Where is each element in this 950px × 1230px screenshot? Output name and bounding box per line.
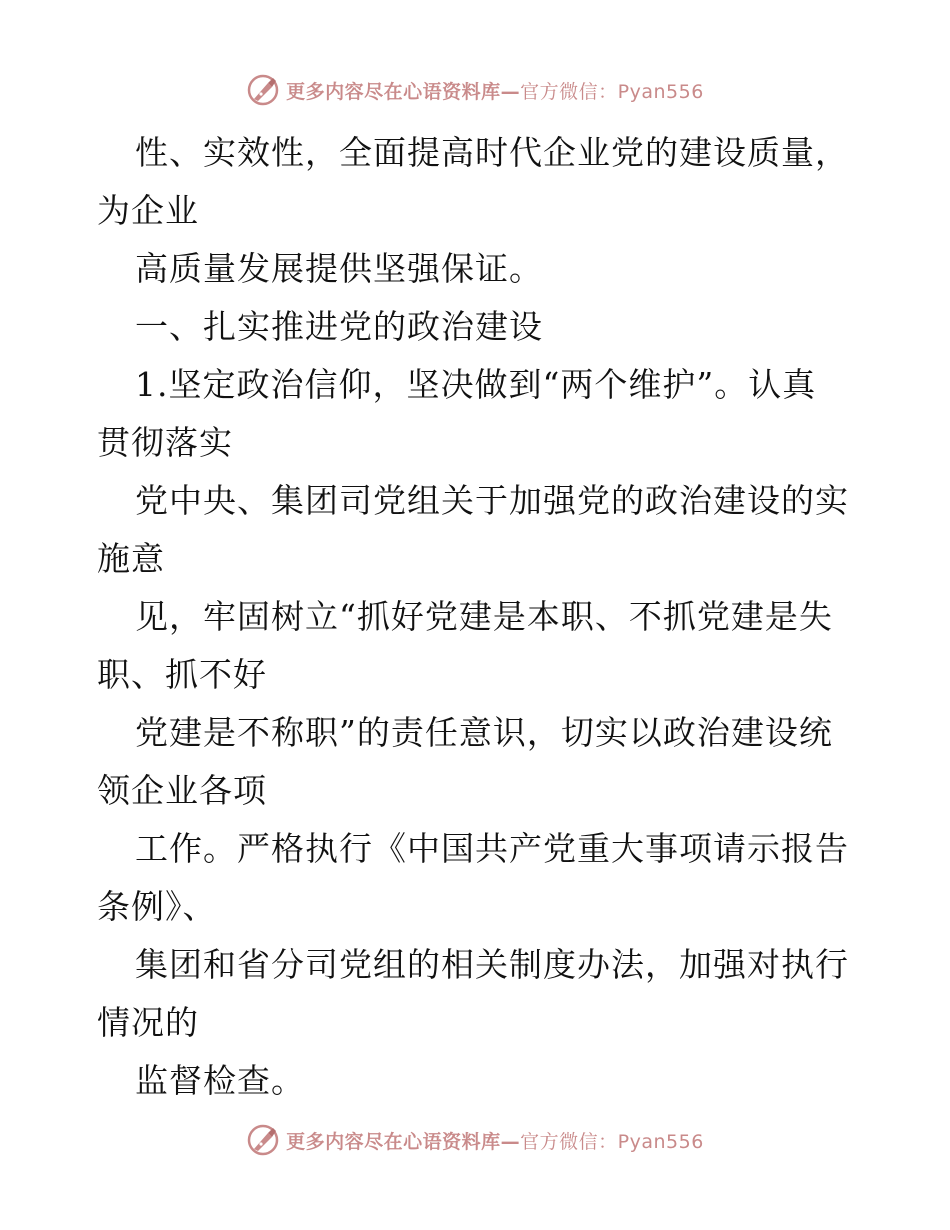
text-line: 党建是不称职”的责任意识，切实以政治建设统: [135, 713, 833, 752]
text-line: 监督检查。: [135, 1061, 305, 1100]
pen-nib-logo-icon: [246, 73, 280, 107]
watermark-text: [286, 1127, 704, 1154]
document-body: [97, 124, 857, 1110]
text-line: 施意: [97, 539, 165, 578]
text-line: 一、扎实推进党的政治建设: [135, 307, 543, 346]
text-line: 职、抓不好: [97, 655, 267, 694]
text-line: 1.坚定政治信仰，坚决做到“两个维护”。认真: [135, 365, 817, 404]
text-line: 工作。严格执行《中国共产党重大事项请示报告: [135, 829, 849, 868]
text-line: 集团和省分司党组的相关制度办法，加强对执行: [135, 945, 849, 984]
text-line: 为企业: [97, 191, 199, 230]
text-line: 党中央、集团司党组关于加强党的政治建设的实: [135, 481, 849, 520]
text-line: 见，牢固树立“抓好党建是本职、不抓党建是失: [135, 597, 833, 636]
text-line: 高质量发展提供坚强保证。: [135, 249, 543, 288]
watermark-site-text: 更多内容尽在心语资料库: [286, 80, 501, 103]
text-line: 性、实效性，全面提高时代企业党的建设质量，: [135, 133, 849, 172]
watermark-site-text: 更多内容尽在心语资料库: [286, 1130, 501, 1153]
text-line: 条例》、: [97, 887, 217, 926]
footer-watermark: [0, 1120, 950, 1160]
watermark-dash: —: [500, 1130, 521, 1153]
watermark-text: [286, 77, 704, 104]
text-line: 领企业各项: [97, 771, 267, 810]
watermark-wechat-text: 官方微信：Pyan556: [520, 80, 704, 103]
watermark-dash: —: [500, 80, 521, 103]
pen-nib-logo-icon: [246, 1123, 280, 1157]
text-line: 贯彻落实: [97, 423, 233, 462]
text-line: 情况的: [97, 1003, 199, 1042]
watermark-wechat-text: 官方微信：Pyan556: [520, 1130, 704, 1153]
header-watermark: [0, 70, 950, 110]
